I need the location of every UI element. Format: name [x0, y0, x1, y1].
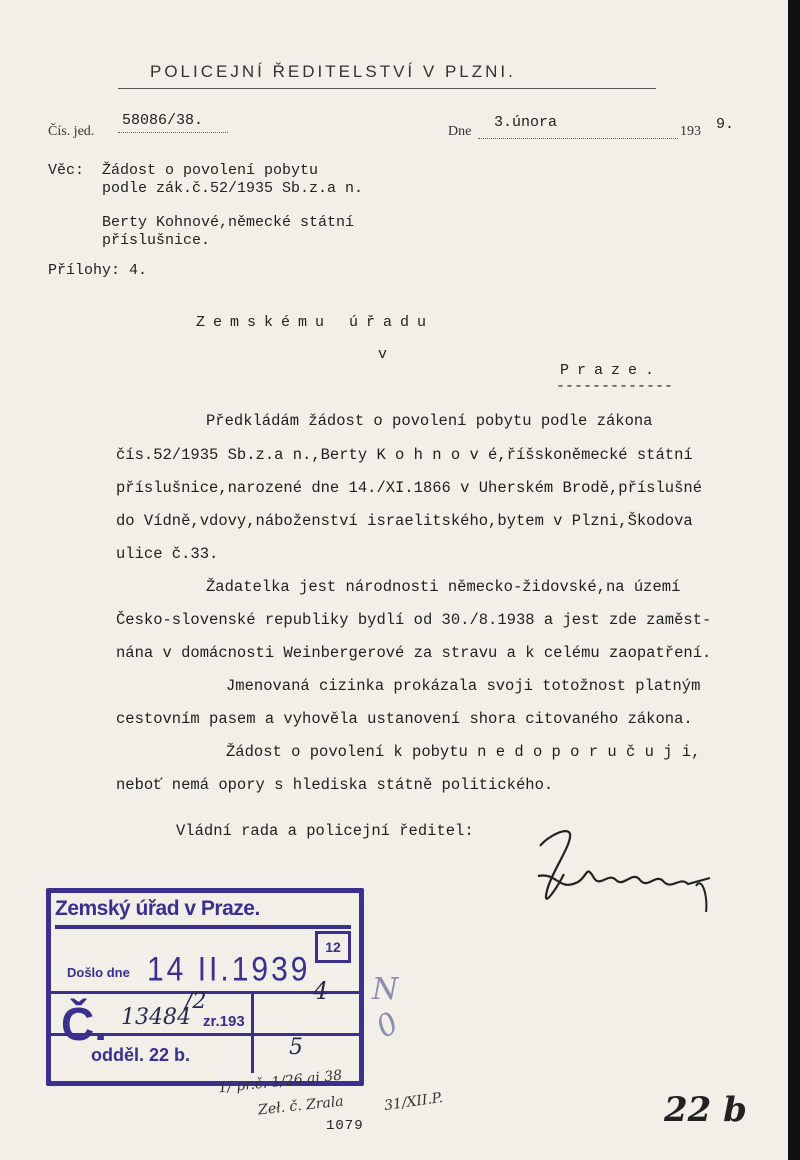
addressee-line-2: v: [378, 346, 388, 363]
date-value: 3.února: [494, 114, 558, 131]
addressee-underline: -------------: [556, 378, 674, 395]
stamp-zr-label: zr.193: [203, 1013, 245, 1030]
bottom-right-mark: 22 b: [664, 1090, 747, 1130]
stamp-department: odděl. 22 b.: [91, 1045, 191, 1065]
body-line-3: příslušnice,narozené dne 14./XI.1866 v Uherském Brodě,příslušné: [116, 479, 702, 497]
stamp-hand-4: 4: [313, 977, 329, 1005]
year-suffix: 9.: [716, 116, 735, 133]
margin-mark-N: N: [372, 972, 399, 1007]
stamp-vertical-divider: [251, 991, 254, 1073]
letterhead-rule: [118, 88, 656, 89]
body-line-1: Předkládám žádost o povolení pobytu podle zákona: [206, 412, 653, 430]
margin-mark-0: 0: [370, 1005, 405, 1046]
body-line-11: Žádost o povolení k pobytu n e d o p o r u č u j i,: [226, 743, 701, 761]
stamp-office: Zemský úřad v Praze.: [55, 897, 351, 929]
body-line-6: Žadatelka jest národnosti německo-židovské,na území: [206, 578, 681, 596]
body-line-10: cestovním pasem a vyhověla ustanovení shora citovaného zákona.: [116, 710, 693, 728]
stamp-entry-slash: /2: [185, 989, 207, 1014]
body-line-2: čís.52/1935 Sb.z.a n.,Berty K o h n o v é,říšskoněmecké státní: [116, 446, 693, 464]
letterhead: POLICEJNÍ ŘEDITELSTVÍ V PLZNI.: [150, 62, 516, 81]
stamp-entry-number: 13484: [121, 1005, 191, 1030]
addressee-line-3: Praze.: [560, 362, 663, 379]
body-line-9: Jmenovaná cizinka prokázala svoji totožnost platným: [226, 677, 701, 695]
closing-line: Vládní rada a policejní ředitel:: [176, 822, 474, 840]
body-line-4: do Vídně,vdovy,náboženství israelitského,bytem v Plzni,Škodova: [116, 512, 693, 530]
body-line-12: neboť nemá opory s hlediska státně politického.: [116, 776, 554, 794]
scan-edge: [788, 0, 800, 1160]
signature: [528, 816, 718, 926]
note-line-1: 1/ pr.č. 1/26 ai 38: [217, 1067, 343, 1097]
ref-dotline: [118, 132, 228, 133]
date-label: Dne: [448, 124, 472, 139]
subject-label: Věc:: [48, 162, 85, 179]
attachments: Přílohy: 4.: [48, 262, 148, 279]
date-dotline: [478, 138, 678, 139]
stamp-box-number: 12: [315, 931, 351, 963]
stamp-hand-5: 5: [289, 1035, 303, 1060]
addressee-line-1: Zemskému úřadu: [196, 314, 435, 331]
stamped-number: 1079: [326, 1118, 364, 1134]
note-line-2: Zeł. č. Zrala: [257, 1093, 345, 1119]
stamp-c-letter: Č.: [61, 998, 107, 1050]
body-line-7: Česko-slovenské republiky bydlí od 30./8.1938 a jest zde zaměst-: [116, 611, 712, 629]
subject-line-2: podle zák.č.52/1935 Sb.z.a n.: [102, 180, 364, 197]
stamp-received-label: Došlo dne: [67, 965, 130, 980]
stamp-received-date: 14 II.1939: [147, 950, 311, 989]
body-line-8: nána v domácnosti Weinbergerové za stravu a k celému zaopatření.: [116, 644, 712, 662]
received-stamp: [46, 888, 364, 1086]
note-line-3: 31/XII.P.: [383, 1089, 444, 1115]
ref-number: 58086/38.: [122, 112, 204, 129]
subject-line-4: příslušnice.: [102, 232, 211, 249]
ref-label: Čís. jed.: [48, 124, 95, 139]
year-prefix: 193: [680, 124, 701, 139]
body-line-5: ulice č.33.: [116, 545, 219, 563]
subject-line-1: Žádost o povolení pobytu: [102, 162, 319, 179]
subject-line-3: Berty Kohnové,německé státní: [102, 214, 355, 231]
